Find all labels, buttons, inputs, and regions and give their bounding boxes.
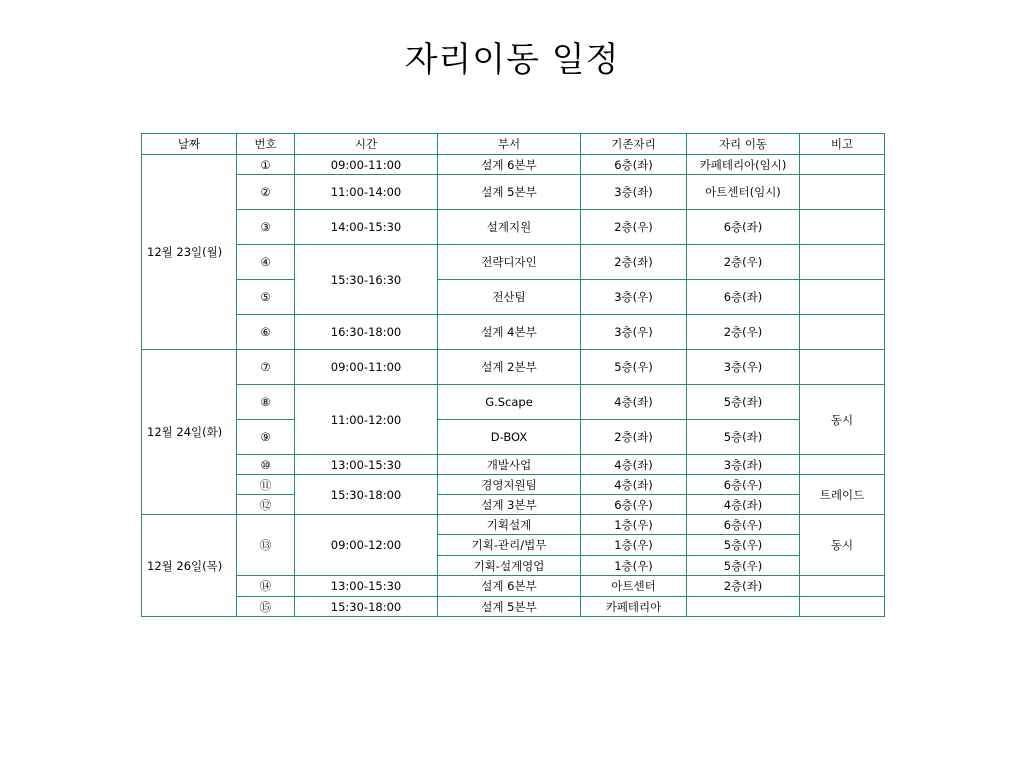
department-cell: 기획-관리/법무 — [438, 535, 581, 556]
header-new-seat: 자리 이동 — [687, 134, 800, 155]
new-seat-cell: 아트센터(임시) — [687, 175, 800, 210]
original-seat-cell: 1층(우) — [581, 535, 687, 556]
department-cell: D-BOX — [438, 420, 581, 455]
table-row — [142, 385, 885, 420]
time-cell: 11:00-14:00 — [295, 175, 438, 210]
original-seat-cell: 4층(좌) — [581, 385, 687, 420]
header-original-seat: 기존자리 — [581, 134, 687, 155]
department-cell: 기획-설계영업 — [438, 556, 581, 576]
original-seat-cell: 4층(좌) — [581, 475, 687, 495]
table-row — [142, 280, 885, 315]
header-note: 비고 — [800, 134, 885, 155]
department-cell: 설계 4본부 — [438, 315, 581, 350]
time-cell: 15:30-16:30 — [295, 245, 438, 315]
new-seat-cell: 6층(우) — [687, 515, 800, 535]
department-cell: 전산팀 — [438, 280, 581, 315]
table-row — [142, 175, 885, 210]
original-seat-cell: 6층(좌) — [581, 155, 687, 175]
original-seat-cell: 5층(우) — [581, 350, 687, 385]
department-cell: 설계 6본부 — [438, 155, 581, 175]
time-cell: 09:00-12:00 — [295, 515, 438, 576]
time-cell: 13:00-15:30 — [295, 576, 438, 597]
schedule-table — [141, 133, 885, 617]
date-cell: 12월 23일(월) — [142, 155, 237, 350]
header-time: 시간 — [295, 134, 438, 155]
number-cell: ⑨ — [237, 420, 295, 455]
note-cell: 동시 — [800, 385, 885, 455]
time-cell: 09:00-11:00 — [295, 350, 438, 385]
original-seat-cell: 6층(우) — [581, 495, 687, 515]
department-cell: 설계 3본부 — [438, 495, 581, 515]
department-cell: 설계 6본부 — [438, 576, 581, 597]
department-cell: 설계지원 — [438, 210, 581, 245]
number-cell: ① — [237, 155, 295, 175]
time-cell: 15:30-18:00 — [295, 597, 438, 617]
number-cell: ⑩ — [237, 455, 295, 475]
table-row — [142, 576, 885, 597]
number-cell: ⑤ — [237, 280, 295, 315]
header-department: 부서 — [438, 134, 581, 155]
table-row — [142, 597, 885, 617]
new-seat-cell: 2층(우) — [687, 245, 800, 280]
original-seat-cell: 2층(좌) — [581, 420, 687, 455]
department-cell: 개발사업 — [438, 455, 581, 475]
original-seat-cell: 1층(우) — [581, 556, 687, 576]
table-row — [142, 475, 885, 495]
note-cell: 트레이드 — [800, 475, 885, 515]
note-cell — [800, 597, 885, 617]
number-cell: ⑥ — [237, 315, 295, 350]
note-cell — [800, 245, 885, 280]
new-seat-cell: 2층(우) — [687, 315, 800, 350]
note-cell — [800, 455, 885, 475]
time-cell: 13:00-15:30 — [295, 455, 438, 475]
original-seat-cell: 카페테리아 — [581, 597, 687, 617]
table-header-row — [142, 134, 885, 155]
new-seat-cell — [687, 597, 800, 617]
new-seat-cell: 5층(좌) — [687, 385, 800, 420]
new-seat-cell: 6층(우) — [687, 475, 800, 495]
original-seat-cell: 3층(우) — [581, 280, 687, 315]
page-title: 자리이동 일정 — [404, 40, 620, 80]
number-cell: ⑦ — [237, 350, 295, 385]
number-cell: ⑫ — [237, 495, 295, 515]
date-cell: 12월 26일(목) — [142, 515, 237, 617]
number-cell: ② — [237, 175, 295, 210]
note-cell — [800, 350, 885, 385]
date-cell: 12월 24일(화) — [142, 350, 237, 515]
note-cell — [800, 175, 885, 210]
note-cell — [800, 280, 885, 315]
header-number: 번호 — [237, 134, 295, 155]
time-cell: 14:00-15:30 — [295, 210, 438, 245]
note-cell — [800, 315, 885, 350]
table-row — [142, 315, 885, 350]
time-cell: 11:00-12:00 — [295, 385, 438, 455]
time-cell: 15:30-18:00 — [295, 475, 438, 515]
table-row — [142, 420, 885, 455]
time-cell: 16:30-18:00 — [295, 315, 438, 350]
header-date: 날짜 — [142, 134, 237, 155]
new-seat-cell: 5층(우) — [687, 535, 800, 556]
note-cell — [800, 210, 885, 245]
number-cell: ⑮ — [237, 597, 295, 617]
department-cell: 설계 5본부 — [438, 175, 581, 210]
original-seat-cell: 1층(우) — [581, 515, 687, 535]
table-row — [142, 210, 885, 245]
number-cell: ④ — [237, 245, 295, 280]
original-seat-cell: 3층(우) — [581, 315, 687, 350]
note-cell — [800, 576, 885, 597]
table-row — [142, 350, 885, 385]
department-cell: 설계 2본부 — [438, 350, 581, 385]
table-row — [142, 495, 885, 515]
department-cell: G.Scape — [438, 385, 581, 420]
new-seat-cell: 6층(좌) — [687, 210, 800, 245]
department-cell: 전략디자인 — [438, 245, 581, 280]
number-cell: ⑬ — [237, 515, 295, 576]
new-seat-cell: 5층(좌) — [687, 420, 800, 455]
note-cell — [800, 155, 885, 175]
note-cell: 동시 — [800, 515, 885, 576]
original-seat-cell: 아트센터 — [581, 576, 687, 597]
original-seat-cell: 3층(좌) — [581, 175, 687, 210]
number-cell: ⑧ — [237, 385, 295, 420]
number-cell: ⑭ — [237, 576, 295, 597]
number-cell: ③ — [237, 210, 295, 245]
new-seat-cell: 5층(우) — [687, 556, 800, 576]
number-cell: ⑪ — [237, 475, 295, 495]
table-row — [142, 245, 885, 280]
new-seat-cell: 3층(우) — [687, 350, 800, 385]
department-cell: 경영지원팀 — [438, 475, 581, 495]
new-seat-cell: 4층(좌) — [687, 495, 800, 515]
original-seat-cell: 2층(우) — [581, 210, 687, 245]
table-row — [142, 455, 885, 475]
new-seat-cell: 카페테리아(임시) — [687, 155, 800, 175]
department-cell: 기획설계 — [438, 515, 581, 535]
table-row — [142, 155, 885, 175]
new-seat-cell: 3층(좌) — [687, 455, 800, 475]
original-seat-cell: 4층(좌) — [581, 455, 687, 475]
time-cell: 09:00-11:00 — [295, 155, 438, 175]
new-seat-cell: 6층(좌) — [687, 280, 800, 315]
department-cell: 설계 5본부 — [438, 597, 581, 617]
table-row — [142, 515, 885, 535]
new-seat-cell: 2층(좌) — [687, 576, 800, 597]
original-seat-cell: 2층(좌) — [581, 245, 687, 280]
